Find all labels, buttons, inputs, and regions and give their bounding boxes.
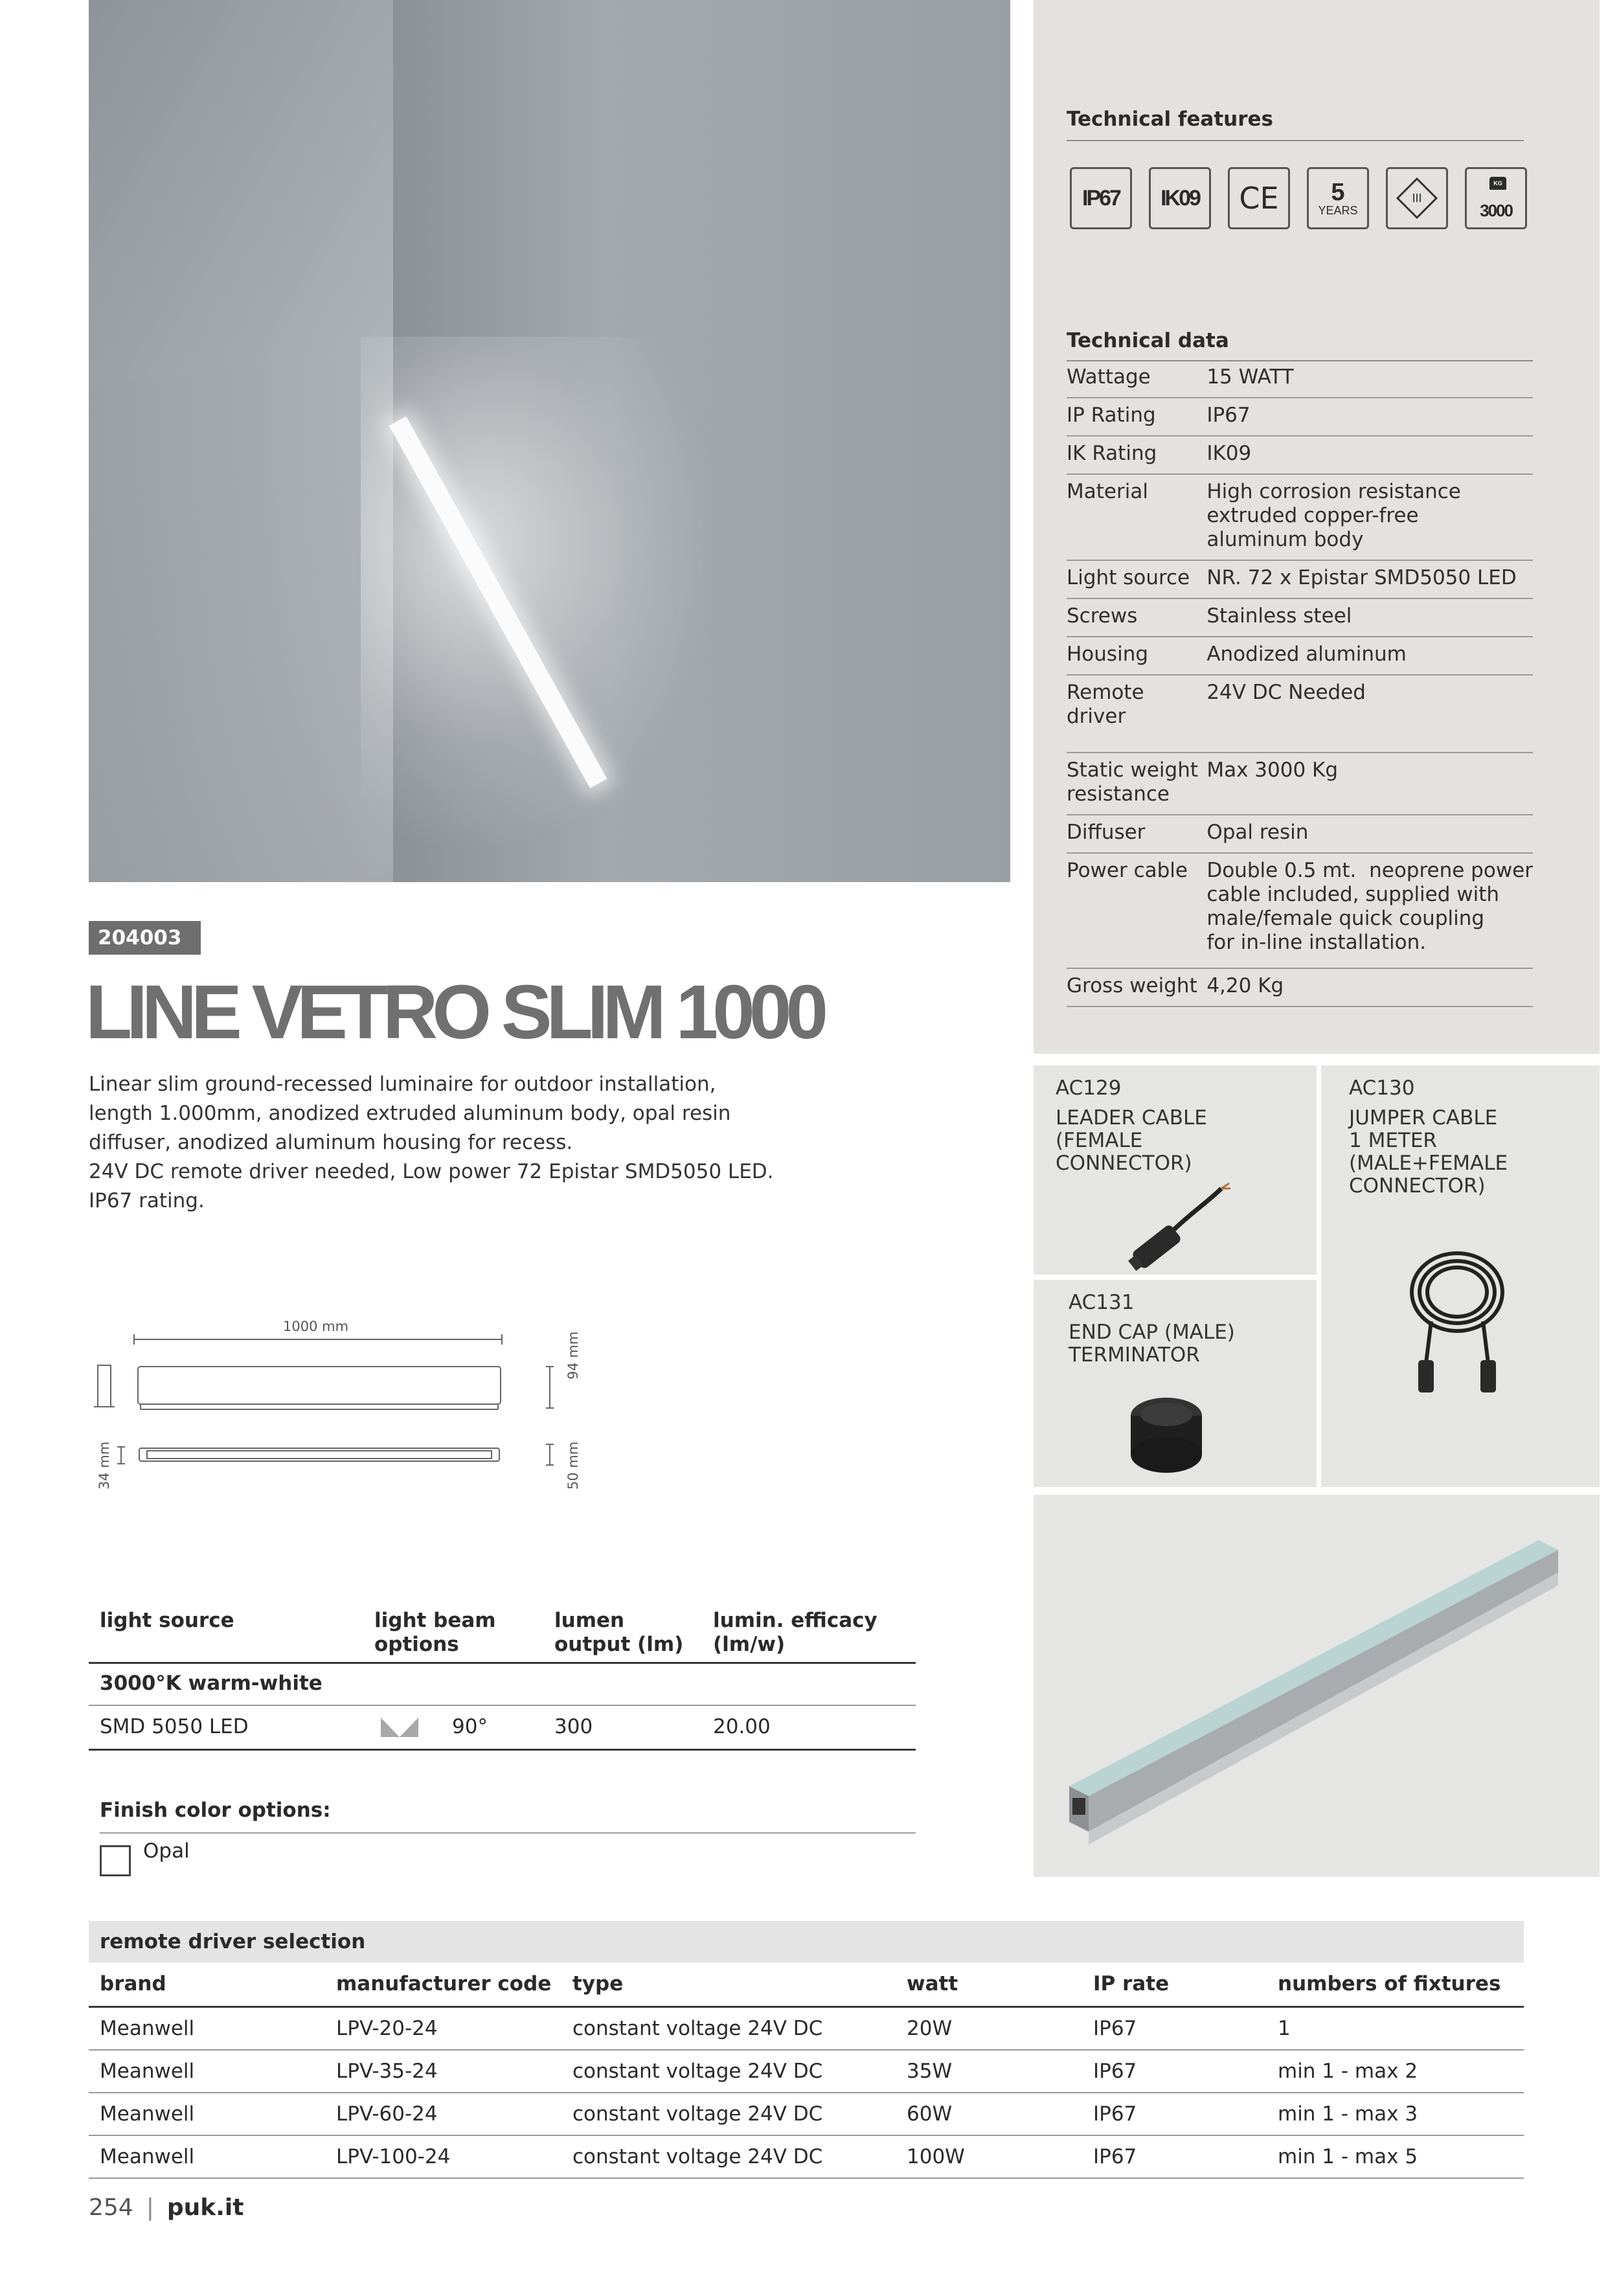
finish-title: Finish color options: [100,1799,916,1834]
col-efficacy: lumin. efficacy (lm/w) [702,1602,916,1663]
technical-data-table [1067,360,1533,1007]
driver-cell: Meanwell [89,2135,325,2178]
tech-label: Light source [1067,560,1206,598]
technical-features-icons [1070,167,1527,229]
tech-value: IP67 [1206,398,1533,436]
tech-row [1067,753,1533,815]
driver-cell: constant voltage 24V DC [561,2135,896,2178]
col-code: manufacturer code [325,1962,561,2006]
driver-cell: min 1 - max 5 [1267,2135,1524,2178]
tech-value: 15 WATT [1206,360,1533,398]
footer-separator: | [146,2194,154,2221]
driver-cell: Meanwell [89,2050,325,2093]
accessory-ac130 [1321,1065,1600,1487]
technical-data-title: Technical data [1067,329,1533,361]
driver-cell: IP67 [1082,2093,1267,2135]
tech-row [1067,637,1533,675]
driver-cell: 20W [896,2006,1082,2050]
tech-label: Gross weight [1067,968,1206,1006]
driver-cell: 35W [896,2050,1082,2093]
tech-label: IK Rating [1067,436,1206,474]
driver-cell: constant voltage 24V DC [561,2093,896,2135]
driver-cell: min 1 - max 3 [1267,2093,1524,2135]
product-render [1034,1495,1600,1877]
dimension-length: 1000 mm [283,1319,349,1334]
light-source-table [89,1602,916,1751]
driver-cell: IP67 [1082,2135,1267,2178]
tech-row [1067,360,1533,398]
accessory-name: LEADER CABLE (FEMALE CONNECTOR) [1056,1106,1207,1175]
site-link[interactable]: puk.it [166,2194,244,2221]
driver-cell: LPV-20-24 [325,2006,561,2050]
tech-value: Stainless steel [1206,598,1533,637]
driver-cell: IP67 [1082,2050,1267,2093]
tech-row [1067,598,1533,637]
driver-cell: LPV-100-24 [325,2135,561,2178]
tech-row [1067,853,1533,968]
tech-value: Max 3000 Kg [1206,753,1533,815]
product-photo [89,0,1010,882]
driver-cell: 1 [1267,2006,1524,2050]
class-iii-icon: III [1386,167,1448,229]
driver-cell: IP67 [1082,2006,1267,2050]
tech-row [1067,675,1533,753]
technical-features-title: Technical features [1067,108,1524,141]
tech-value: IK09 [1206,436,1533,474]
accessory-code: AC130 [1349,1076,1415,1100]
tech-row [1067,815,1533,853]
col-light-beam: light beam options [363,1602,543,1663]
driver-cell: min 1 - max 2 [1267,2050,1524,2093]
dimension-height: 94 mm [565,1331,581,1380]
product-title: LINE VETRO SLIM 1000 [85,970,822,1055]
tech-value: Anodized aluminum [1206,637,1533,675]
accessory-ac129 [1034,1065,1317,1275]
product-description: Linear slim ground-recessed luminaire for outdoor installation, length 1.000mm, anodized extruded aluminum body, opal resin diffuser, anodized aluminum housing for recess. 24V DC remote driver needed, Low power 72 Epistar SMD5050 LED. IP67 rating. [89,1073,774,1212]
tech-row [1067,474,1533,560]
tech-value: 4,20 Kg [1206,968,1533,1006]
tech-label: Wattage [1067,360,1206,398]
driver-cell: constant voltage 24V DC [561,2006,896,2050]
driver-cell: 100W [896,2135,1082,2178]
accessory-ac131 [1034,1280,1317,1487]
table-row [89,2006,1524,2050]
table-row: SMD 5050 LED 90° 300 20.00 [89,1705,916,1750]
table-row [89,2093,1524,2135]
warranty-icon: 5 YEARS [1307,167,1369,229]
col-brand: brand [89,1962,325,2006]
driver-table [89,1962,1524,2179]
col-watt: watt [896,1962,1082,2006]
tech-value: NR. 72 x Epistar SMD5050 LED [1206,560,1533,598]
load-weight-icon: KG 3000 [1465,167,1527,229]
jumper-cable-icon [1386,1240,1528,1409]
tech-label: Diffuser [1067,815,1206,853]
finish-label: Opal [143,1839,190,1863]
table-row [89,2135,1524,2178]
dimension-drawing [89,1302,659,1496]
page-number: 254 [89,2194,133,2221]
accessory-code: AC131 [1069,1291,1135,1314]
col-lumen: lumen output (lm) [543,1602,702,1663]
tech-label: Material [1067,474,1206,560]
col-ip: IP rate [1082,1962,1267,2006]
product-code-tag: 204003 [89,921,201,955]
tech-label: Screws [1067,598,1206,637]
driver-cell: Meanwell [89,2006,325,2050]
leader-cable-icon [1111,1176,1241,1273]
table-row [89,2050,1524,2093]
driver-cell: Meanwell [89,2093,325,2135]
dimension-width: 34 mm [96,1441,112,1490]
page-footer [89,2194,243,2221]
ip67-icon: IP67 [1070,167,1132,229]
tech-value: Double 0.5 mt. neoprene power cable included, supplied with male/female quick coupling for in-line installation. [1206,853,1533,968]
tech-row [1067,436,1533,474]
tech-row [1067,398,1533,436]
driver-cell: 60W [896,2093,1082,2135]
tech-row [1067,560,1533,598]
tech-label: Power cable [1067,853,1206,968]
beam-angle-icon [379,1715,420,1738]
tech-value: 24V DC Needed [1206,675,1533,753]
driver-table-title: remote driver selection [89,1921,1524,1962]
tech-label: Static weight resistance [1067,753,1206,815]
col-light-source: light source [89,1602,363,1663]
col-type: type [561,1962,896,2006]
accessory-code: AC129 [1056,1076,1122,1100]
driver-cell: LPV-35-24 [325,2050,561,2093]
driver-cell: constant voltage 24V DC [561,2050,896,2093]
color-temp-group: 3000°K warm-white [89,1663,916,1706]
tech-row [1067,968,1533,1006]
tech-value: Opal resin [1206,815,1533,853]
tech-label: IP Rating [1067,398,1206,436]
accessory-name: END CAP (MALE) TERMINATOR [1069,1321,1235,1367]
end-cap-icon [1118,1390,1215,1481]
tech-label: Housing [1067,637,1206,675]
ce-mark-icon: CE [1228,167,1290,229]
driver-cell: LPV-60-24 [325,2093,561,2135]
finish-swatch-opal[interactable] [100,1845,131,1876]
ik09-icon: IK09 [1149,167,1211,229]
tech-label: Remote driver [1067,675,1206,753]
col-fixtures: numbers of fixtures [1267,1962,1524,2006]
accessory-name: JUMPER CABLE 1 METER (MALE+FEMALE CONNECTOR) [1349,1106,1508,1198]
tech-value: High corrosion resistance extruded copper-free aluminum body [1206,474,1533,560]
dimension-depth: 50 mm [565,1441,581,1490]
